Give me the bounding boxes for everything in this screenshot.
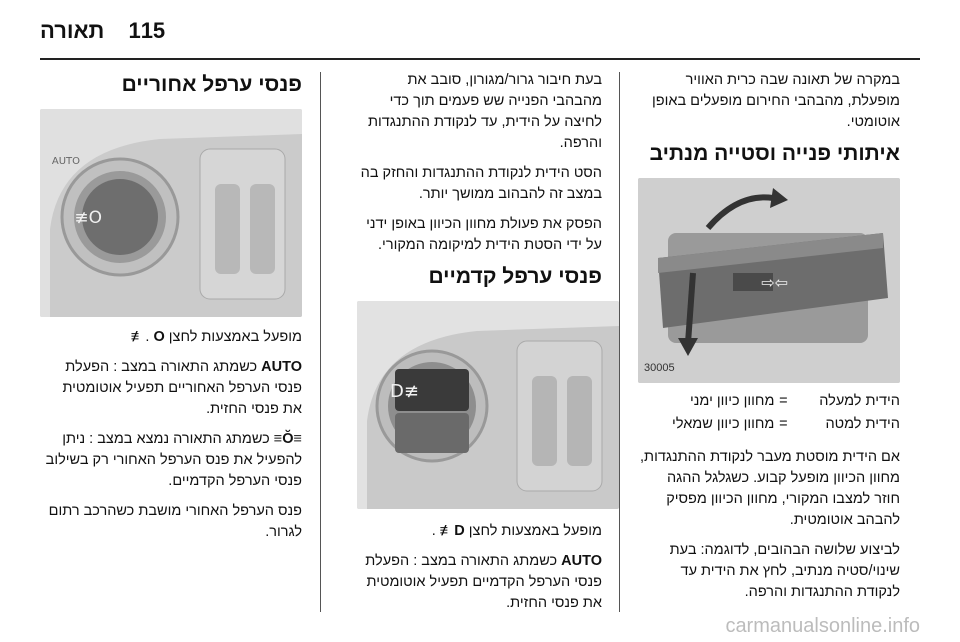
rear-fog-lamp-icon: O≢ bbox=[130, 329, 165, 345]
side-lights-icon: ≡Ŏ≡ bbox=[273, 431, 302, 447]
manual-cancel-text: הפסק את פעולת מחוון הכיוון באופן ידני על ידי הסטת הידית למיקומה המקורי. bbox=[366, 216, 602, 253]
rear-fog-switch-illustration bbox=[40, 109, 302, 317]
legend-separator: = bbox=[779, 393, 788, 409]
svg-text:⇦⇨: ⇦⇨ bbox=[761, 273, 788, 292]
front-fog-lamp-icon: ≢D bbox=[439, 523, 465, 539]
hold-lever-text: הסט הידית לנקודת ההתנגדות והחזק בה במצב זה להבהוב ממושך יותר. bbox=[360, 165, 602, 202]
legend-meaning: מחוון כיוון שמאלי bbox=[672, 416, 775, 432]
turn-signal-permanent-text: אם הידית מוסטת מעבר לנקודת ההתנגדות, מחוון הכיוון מופעל קבוע. כשגלגל ההגה חוזר למצבו המקורי, מחוון הכיוון מפסיק להבהב אוטומטית. bbox=[640, 449, 900, 528]
column-divider bbox=[619, 72, 620, 612]
front-fog-lamp-icon: ≢D bbox=[390, 381, 419, 402]
front-fog-switch-image bbox=[357, 301, 619, 509]
legend-row bbox=[638, 414, 900, 437]
three-flash-text: לביצוע שלושה הבהובים, לדוגמה: בעת שינוי/סטיה מנתיב, לחץ את הידית עד לנקודת ההתנגדות והרפה. bbox=[669, 542, 900, 600]
column-divider bbox=[320, 72, 321, 612]
trailer-flash-text: בעת חיבור גרור/מגורון, סובב את מהבהבי הפנייה שש פעמים תוך כדי לחיצה על הידית, עד לנקודת ההתנגדות והרפה. bbox=[367, 72, 602, 151]
column-middle bbox=[357, 70, 602, 623]
svg-text:AUTO: AUTO bbox=[51, 156, 80, 167]
column-right bbox=[638, 70, 900, 612]
figure-number: 30005 bbox=[644, 362, 675, 374]
rear-fog-switch-image bbox=[40, 109, 302, 317]
rear-fog-lamp-icon: O≢ bbox=[74, 208, 102, 228]
section-heading-rear-fog: פנסי ערפל אחוריים bbox=[121, 73, 302, 96]
front-fog-switch-illustration bbox=[357, 301, 619, 509]
front-fog-auto-text: AUTO כשמתג התאורה במצב : הפעלת פנסי הערפל הקדמיים תפעיל אוטומטית את פנסי החזית. bbox=[365, 553, 602, 611]
column-left bbox=[40, 70, 302, 552]
rear-fog-sidelights-text: ≡Ŏ≡ כשמתג התאורה נמצא במצב : ניתן להפעיל את פנס הערפל האחורי רק בשילוב פנסי הערפל הקדמיים. bbox=[45, 431, 302, 489]
rear-fog-button-text: מופעל באמצעות לחצן ‎. O≢ bbox=[130, 329, 302, 345]
front-fog-button-text: מופעל באמצעות לחצן ‎. ≢D bbox=[431, 523, 602, 539]
header-rule bbox=[40, 58, 920, 60]
section-heading-turn-signals: איתותי פנייה וסטייה מנתיב bbox=[649, 142, 900, 165]
turn-signal-legend bbox=[638, 391, 900, 437]
legend-meaning: מחוון כיוון ימני bbox=[690, 393, 775, 409]
watermark: carmanualsonline.info bbox=[725, 615, 920, 637]
legend-term: הידית למעלה bbox=[819, 393, 900, 409]
rear-fog-trailer-text: פנס הערפל האחורי מושבת כשהרכב רתום לגרור. bbox=[48, 503, 302, 540]
chapter-title: תאורה bbox=[40, 18, 105, 43]
page-header bbox=[40, 18, 165, 44]
legend-row bbox=[638, 391, 900, 414]
rear-fog-auto-text: AUTO כשמתג התאורה במצב : הפעלת פנסי הערפל האחוריים תפעיל אוטומטית את פנסי החזית. bbox=[62, 359, 302, 417]
airbag-hazard-text: במקרה של תאונה שבה כרית האוויר מופעלת, מהבהבי החירום מופעלים באופן אוטומטי. bbox=[651, 72, 900, 130]
section-heading-front-fog: פנסי ערפל קדמיים bbox=[428, 265, 602, 288]
legend-term: הידית למטה bbox=[825, 416, 900, 432]
turn-signal-stalk-image bbox=[638, 178, 900, 383]
page-number: 115 bbox=[128, 18, 166, 43]
turn-signal-stalk-illustration bbox=[638, 178, 900, 383]
legend-separator: = bbox=[779, 416, 788, 432]
